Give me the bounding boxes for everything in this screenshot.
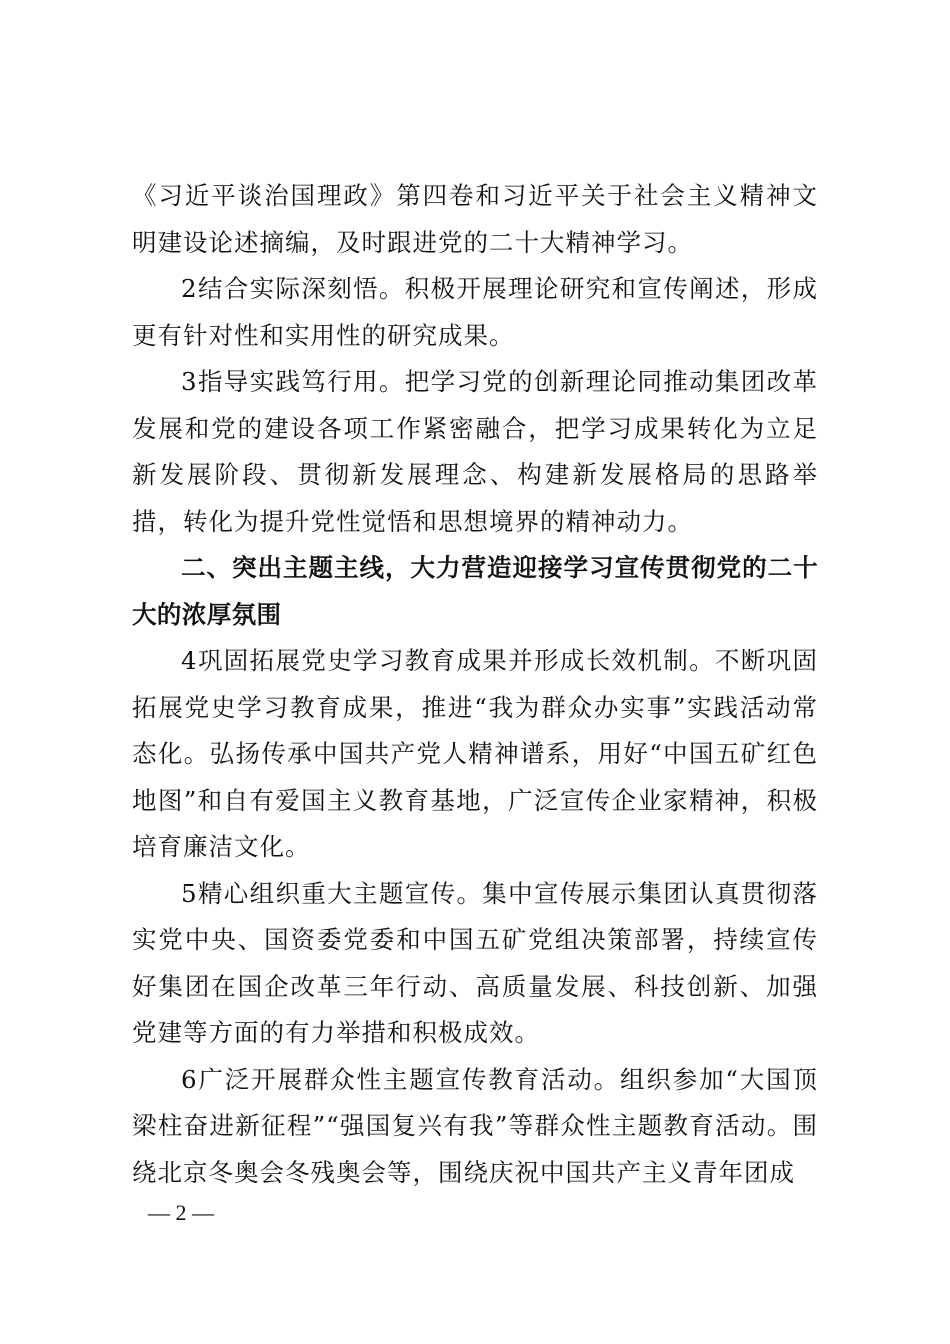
paragraph-item-6: 6广泛开展群众性主题宣传教育活动。组织参加“大国顶梁柱奋进新征程”“强国复兴有我”等群众性主题教育活动。围绕北京冬奥会冬残奥会等，围绕庆祝中国共产主义青年团成: [132, 1064, 818, 1187]
section-heading-2: 二、突出主题主线，大力营造迎接学习宣传贯彻党的二十大的浓厚氛围: [132, 553, 818, 629]
page-number: — 2 —: [148, 1200, 214, 1225]
paragraph-item-3: 3指导实践笃行用。把学习党的创新理论同推动集团改革发展和党的建设各项工作紧密融合，把学习成果转化为立足新发展阶段、贯彻新发展理念、构建新发展格局的思路举措，转化为提升党性觉悟和思想境界的精神动力。: [132, 367, 818, 536]
document-body: [132, 173, 818, 1196]
paragraph-item-2: 2结合实际深刻悟。积极开展理论研究和宣传阐述，形成更有针对性和实用性的研究成果。: [132, 274, 818, 350]
paragraph-item-5: 5精心组织重大主题宣传。集中宣传展示集团认真贯彻落实党中央、国资委党委和中国五矿党组决策部署，持续宣传好集团在国企改革三年行动、高质量发展、科技创新、加强党建等方面的有力举措和积极成效。: [132, 878, 818, 1047]
paragraph-continuation: 《习近平谈治国理政》第四卷和习近平关于社会主义精神文明建设论述摘编，及时跟进党的二十大精神学习。: [132, 181, 818, 257]
paragraph-item-4: 4巩固拓展党史学习教育成果并形成长效机制。不断巩固拓展党史学习教育成果，推进“我为群众办实事”实践活动常态化。弘扬传承中国共产党人精神谱系，用好“中国五矿红色地图”和自有爱国主义教育基地，广泛宣传企业家精神，积极培育廉洁文化。: [132, 646, 818, 861]
